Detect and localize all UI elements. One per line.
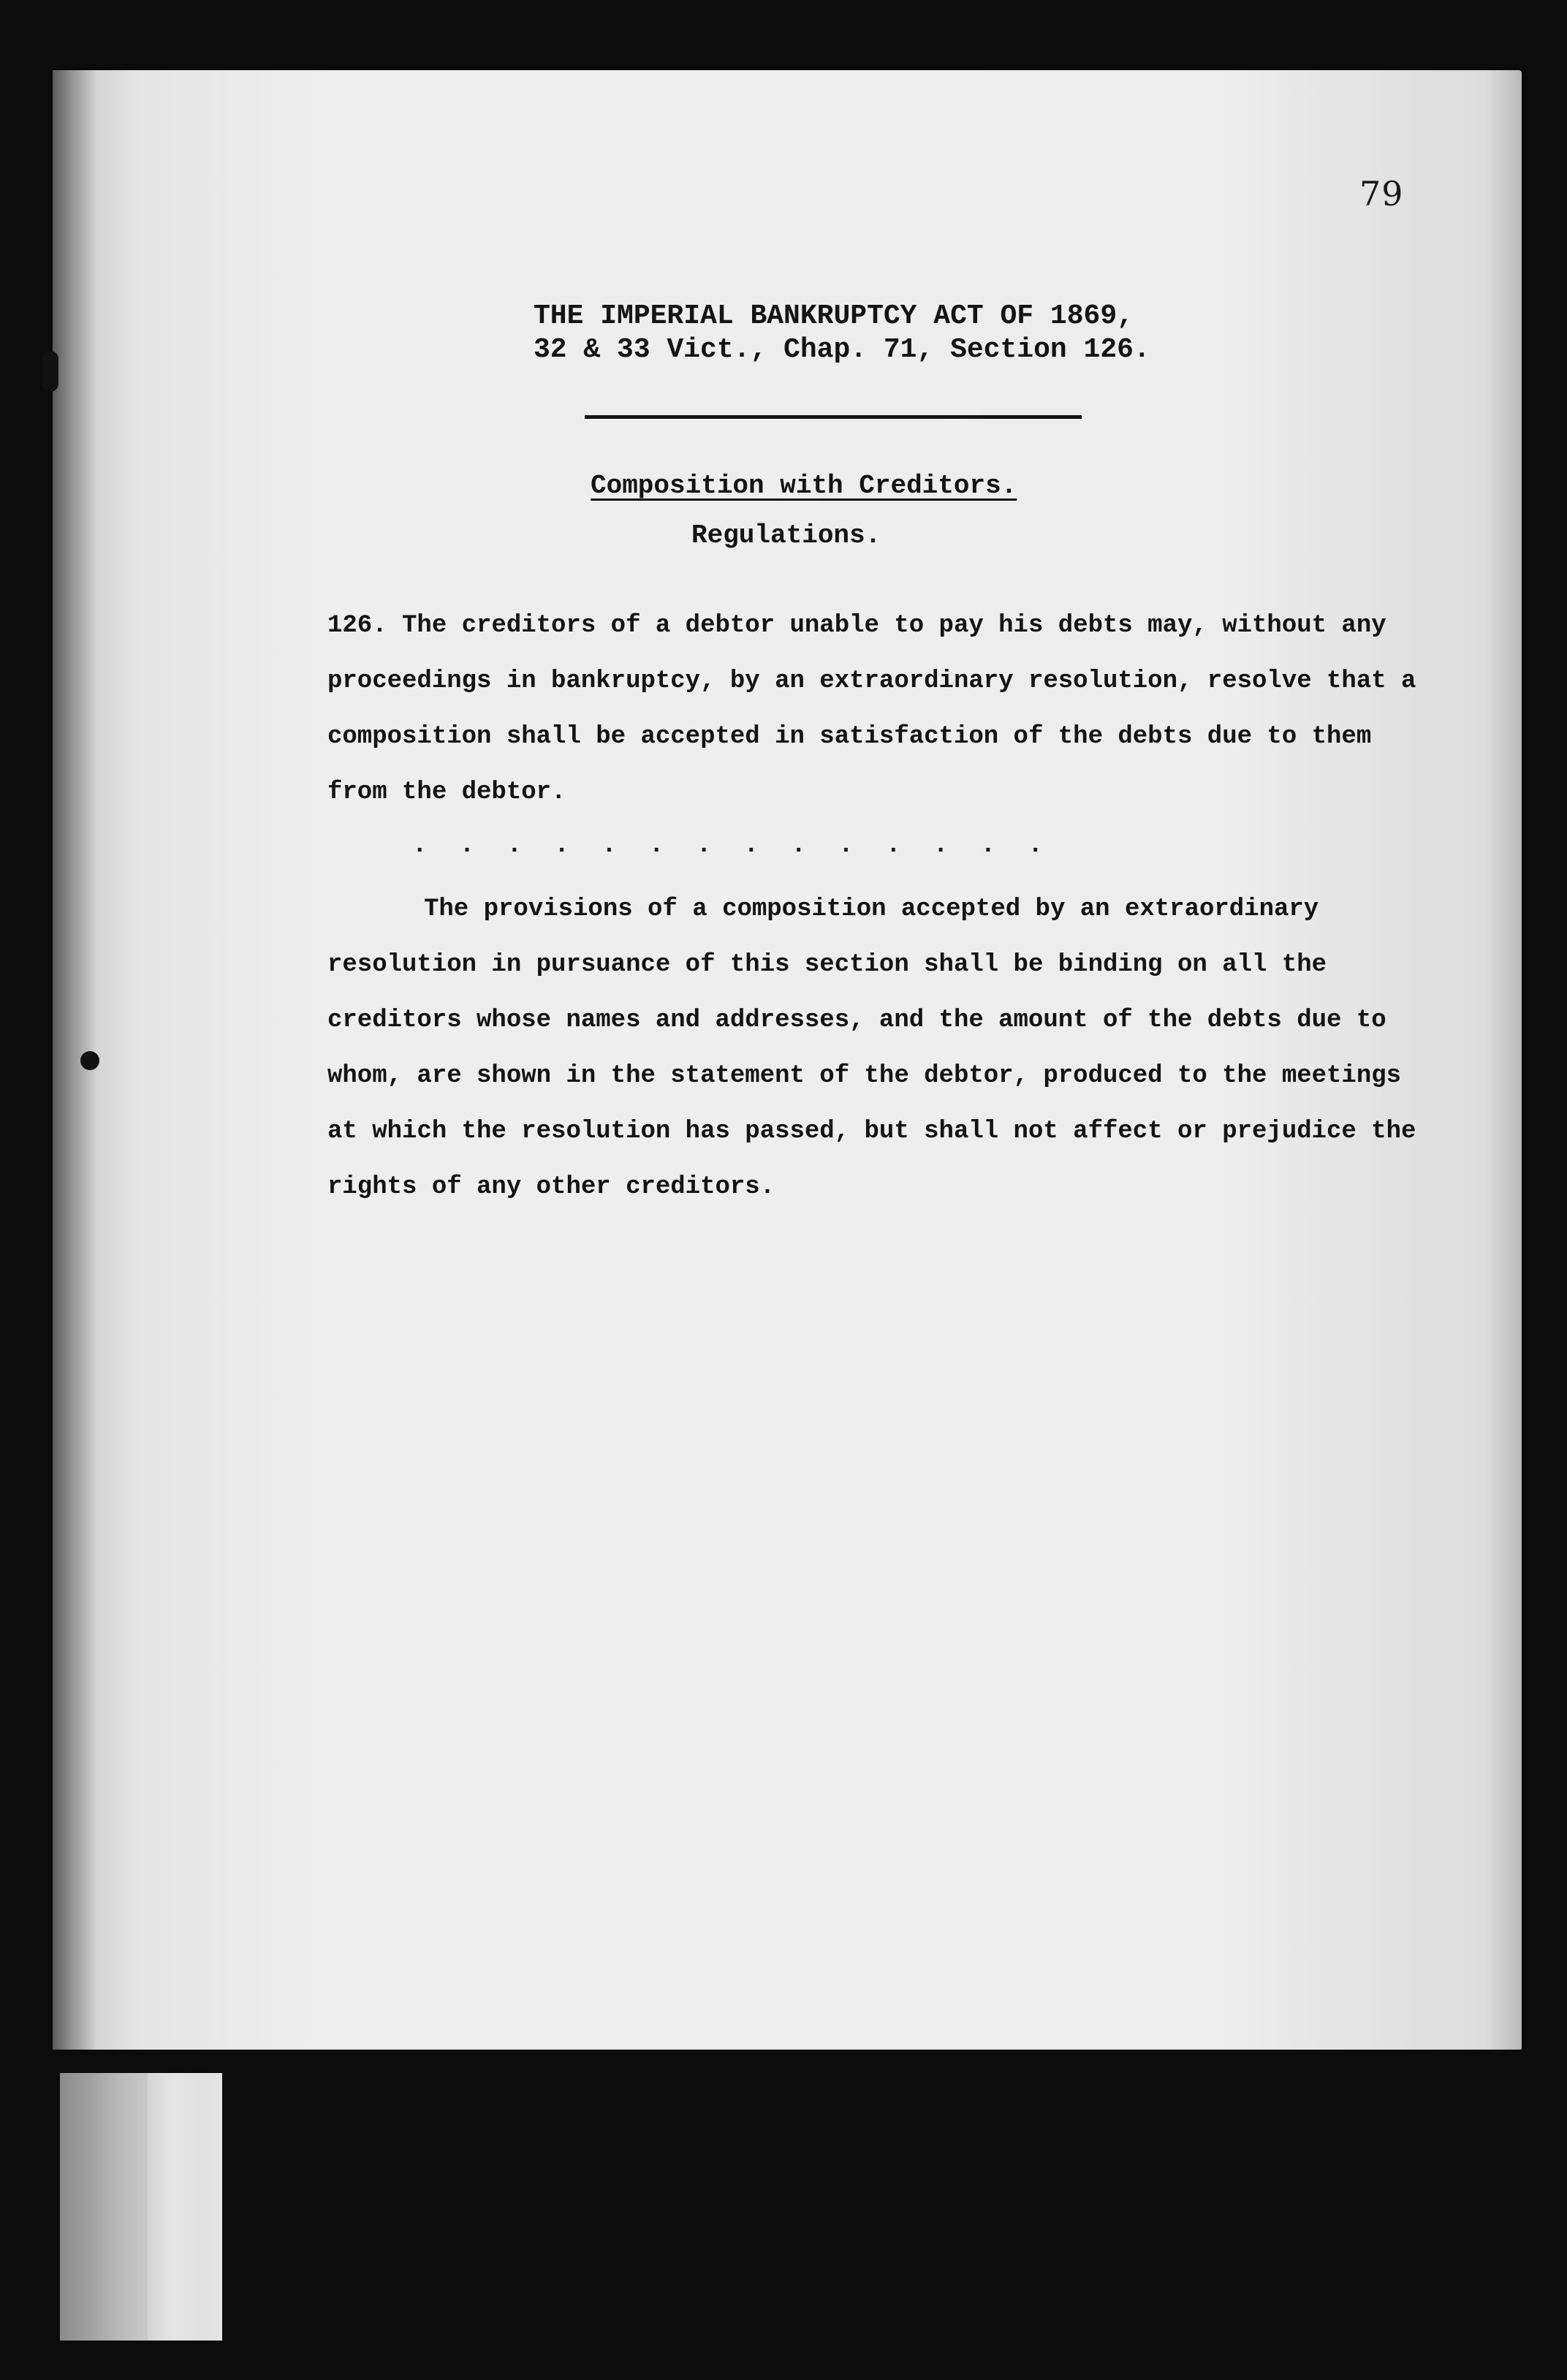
paragraph-provisions (327, 882, 1438, 1215)
subheading: Regulations. (691, 520, 881, 550)
document-title (534, 300, 1150, 367)
film-edge-frame (60, 2073, 222, 2341)
section-heading: Composition with Creditors. (591, 471, 1017, 501)
binding-hole (42, 351, 58, 392)
omission-ellipsis: . . . . . . . . . . . . . . (412, 832, 1052, 860)
paragraph-provisions-text: The provisions of a composition accepted by an extraordinary resolution in pursuance of this section shall be binding on all the creditors whose names and addresses, and the amount of the debts due to whom, are shown in the statement of the debtor, produced to the meetings at which the resolution has passed, but shall not affect or prejudice the rights of any other creditors. (327, 895, 1416, 1201)
title-line-1: THE IMPERIAL BANKRUPTCY ACT OF 1869, (534, 300, 1134, 332)
paragraph-126: 126. The creditors of a debtor unable to pay his debts may, without any proceedings in bankruptcy, by an extraordinary resolution, resolve that a composition shall be accepted in satisfaction of the debts due to them from the debtor. (327, 612, 1416, 806)
page-number: 79 (1359, 174, 1404, 213)
title-divider (585, 415, 1082, 419)
title-line-2: 32 & 33 Vict., Chap. 71, Section 126. (534, 334, 1150, 365)
binding-hole (80, 1051, 99, 1070)
